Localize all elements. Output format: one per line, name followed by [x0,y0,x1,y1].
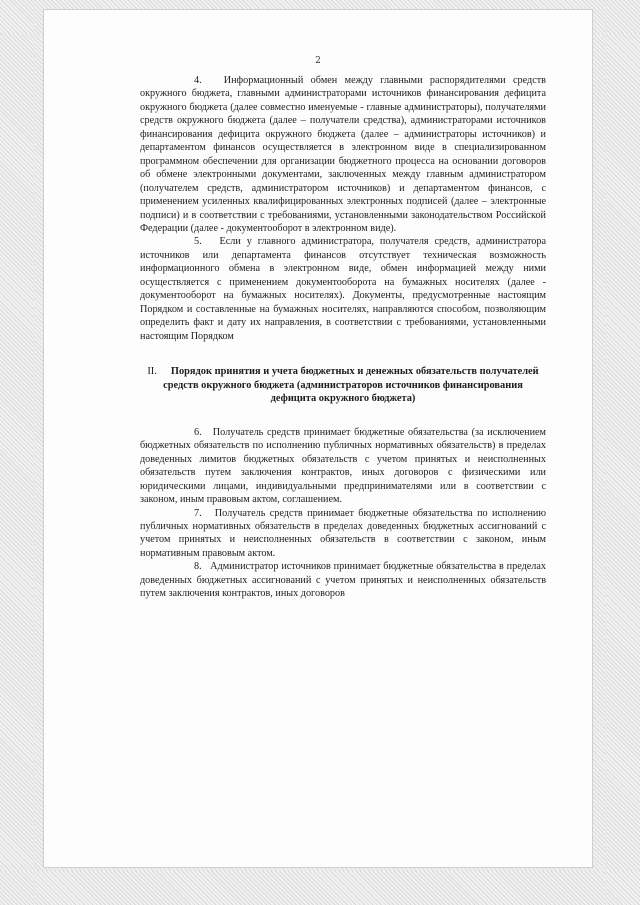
paragraph-8: 8. Администратор источников принимает бюджетные обязательства в пределах доведенных бюджетных ассигнований с учетом принятых и неисполненных обязательств путем заключения контрактов, иных договоров [140,561,546,600]
section-number: II. [147,366,157,378]
paragraph-7: 7. Получатель средств принимает бюджетные обязательства по исполнению публичных нормативных обязательств в пределах доведенных бюджетных ассигнований с учетом принятых и неисполненных обязательств в соответствии с законом, иным нормативным правовым актом. [140,507,546,559]
section-heading [140,365,546,406]
paragraph-6: 6. Получатель средств принимает бюджетные обязательства (за исключением бюджетных обязательств по исполнению публичных нормативных обязательств) в пределах доведенных лимитов бюджетных обязательств с учетом принятых и неисполненных обязательств путем заключения контрактов, иных договоров с физическими или юридическими лицами, индивидуальными предпринимателями или в соответствии с законом, иным правовым актом, соглашением. [140,426,546,506]
section-title: Порядок принятия и учета бюджетных и денежных обязательств получателей средств окружного бюджета (администраторов источников финансирования дефицита окружного бюджета) [163,366,539,405]
page-number: 2 [315,56,321,66]
paragraph-5: 5. Если у главного администратора, получателя средств, администратора источников или департамента финансов отсутствует техническая возможность информационного обмена в электронном виде, обмен информацией между ними осуществляется с применением документооборота на бумажных носителях (далее - документооборот на бумажных носителях). Документы, предусмотренные настоящим Порядком и составленные на бумажных носителях, направляются способом, позволяющим определить факт и дату их направления, в соответствии с требованиями, установленными настоящим Порядком [140,236,546,342]
document-page [44,10,592,867]
paragraph-4: 4. Информационный обмен между главными распорядителями средств окружного бюджета, главными администраторами источников финансирования дефицита окружного бюджета (далее совместно именуемые - главные администраторы), получателями средств окружного бюджета (далее – получатели средства), администраторами источников финансирования дефицита окружного бюджета (далее – администраторы источников) и департаментом финансов осуществляется в электронном виде в специализированном программном обеспечении для организации бюджетного процесса на основании договоров об обмене электронными документами, заключенных между главным администратором (получателем средств, администратором источников) и департаментом финансов, с применением усиленных квалифицированных электронных подписей (далее – электронные подписи) и в соответствии с требованиями, установленными законодательством Российской Федерации (далее - документооборот в электронном виде). [140,75,546,234]
document-body [140,74,546,601]
